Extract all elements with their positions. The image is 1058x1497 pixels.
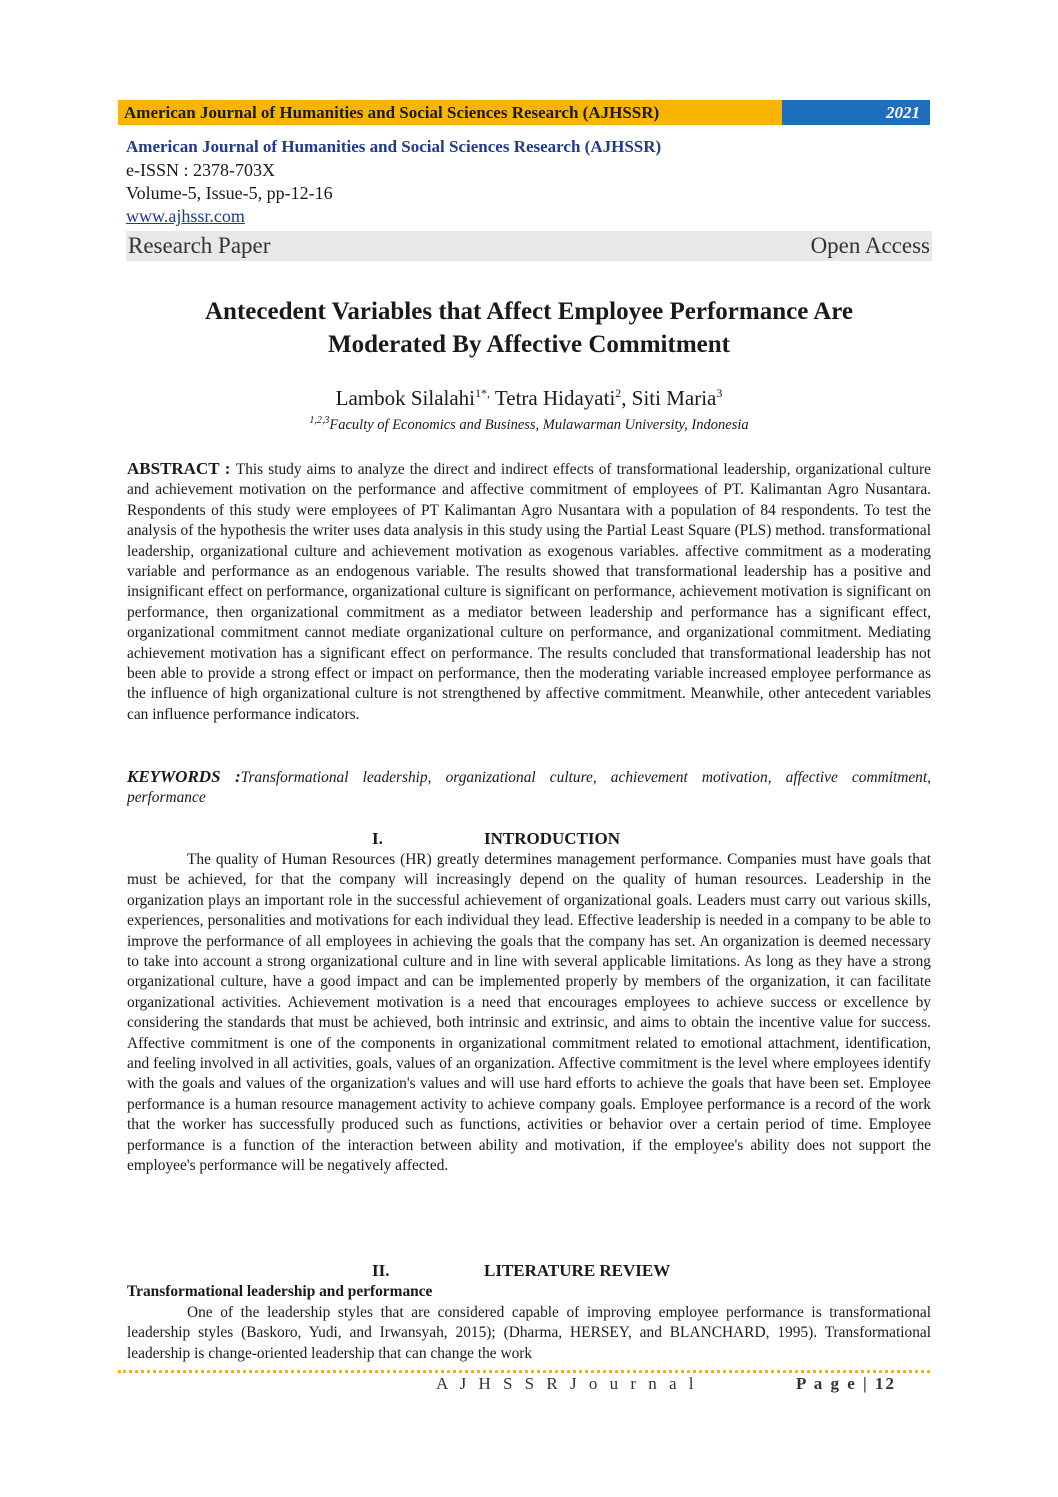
journal-header-band xyxy=(118,100,930,125)
header-journal-name: American Journal of Humanities and Social Sciences Research (AJHSSR) xyxy=(118,100,782,125)
author-1-sup: 1*, xyxy=(475,386,491,400)
author-3-sup: 3 xyxy=(716,386,723,400)
paper-type: Research Paper xyxy=(128,233,271,258)
author-2-sup: 2 xyxy=(615,386,622,400)
author-list xyxy=(130,380,928,411)
title-line-1: Antecedent Variables that Affect Employee Performance Are xyxy=(205,298,853,325)
keywords xyxy=(127,767,931,809)
section-number: II. xyxy=(372,1261,390,1280)
footer-page-number: P a g e | 12 xyxy=(796,1374,896,1393)
section-title: INTRODUCTION xyxy=(484,829,621,848)
author-3: , Siti Maria xyxy=(621,386,717,410)
header-year: 2021 xyxy=(782,100,930,125)
journal-website-link[interactable]: www.ajhssr.com xyxy=(126,206,245,226)
keywords-text: Transformational leadership, organizational culture, achievement motivation, affective commitment, performance xyxy=(127,769,932,807)
paper-type-bar xyxy=(126,231,932,261)
footer-rule xyxy=(118,1370,930,1373)
paper-title xyxy=(130,295,928,361)
abstract-text: This study aims to analyze the direct and indirect effects of transformational leadership, organizational culture and achievement motivation on the performance and affective commitment of employees of PT. Kalimantan Agro Nusantara. Respondents of this study were employees of PT Kalimantan Agro Nusantara with a population of 84 respondents. To test the analysis of the hypothesis the writer uses data analysis in this study using the Partial Least Square (PLS) method. transformational leadership, organizational culture and achievement motivation as exogenous variables. affective commitment as a moderating variable and performance as an endogenous variable. The results showed that transformational leadership has a positive and insignificant effect on performance, organizational culture is significant on performance, achievement motivation is significant on performance, then organizational commitment as a mediator between leadership and performance has a significant effect, organizational commitment cannot mediate organizational culture on performance, and organizational commitment. Mediating achievement motivation has a significant effect on performance. The results concluded that transformational leadership has not been able to provide a strong effect or impact on performance, then the moderating variable increased employee performance as the influence of high organizational culture is not strengthened by affective commitment. Meanwhile, other antecedent variables can influence performance indicators. xyxy=(127,461,931,723)
affiliation xyxy=(130,411,928,435)
affiliation-text: Faculty of Economics and Business, Mulawarman University, Indonesia xyxy=(329,416,749,433)
access-type: Open Access xyxy=(810,233,930,258)
subsection-heading: Transformational leadership and performance xyxy=(127,1283,433,1300)
author-2: Tetra Hidayati xyxy=(490,386,616,410)
affiliation-sup: 1,2,3 xyxy=(309,415,330,426)
abstract xyxy=(127,459,931,725)
journal-issn: e-ISSN : 2378-703X xyxy=(126,160,275,180)
title-line-2: Moderated By Affective Commitment xyxy=(328,331,730,358)
literature-paragraph: One of the leadership styles that are considered capable of improving employee performance is transformational leadership styles (Baskoro, Yudi, and Irwansyah, 2015); (Dharma, HERSEY, and BLANCHARD, 1995). Transformational leadership is change-oriented leadership that can change the work xyxy=(127,1304,931,1362)
author-1: Lambok Silalahi xyxy=(335,386,476,410)
footer-journal: A J H S S R J o u r n a l xyxy=(436,1374,698,1393)
journal-name: American Journal of Humanities and Social Sciences Research (AJHSSR) xyxy=(126,137,662,156)
keywords-label: KEYWORDS : xyxy=(127,767,241,786)
introduction-paragraph: The quality of Human Resources (HR) greatly determines management performance. Companies must have goals that must be achieved, for that the company will increasingly depend on the quality of human resources. Leadership in the organization plays an important role in the successful achievement of organizational goals. Leaders must carry out various skills, experiences, personalities and motivations for each individual they lead. Effective leadership is needed in a company to be able to improve the performance of all employees in achieving the goals that the company has set. An organization is deemed necessary to take into account a strong organizational culture and in line with several applicable limitations. As long as they have a strong organizational culture, have a good impact and can be implemented properly by members of the organization, it can facilitate organizational activities. Achievement motivation is a need that encourages employees to achieve success or excellence by considering the standards that must be achieved, both intrinsic and extrinsic, and aims to obtain the incentive value for success. Affective commitment is one of the components in organizational commitment related to emotional attachment, identification, and feeling involved in all activities, goals, values of an organization. Affective commitment is the level where employees identify with the goals and values of the organization's values and will use hard efforts to achieve the goals that have been set. Employee performance is a human resource management activity to achieve company goals. Employee performance is a record of the work that the worker has successfully produced such as functions, activities or behavior over a certain period of time. Employee performance is a function of the interaction between ability and motivation, if the employee's ability does not support the employee's performance will be negatively affected. xyxy=(127,851,931,1175)
journal-volume: Volume-5, Issue-5, pp-12-16 xyxy=(126,183,333,203)
abstract-label: ABSTRACT : xyxy=(127,459,236,478)
journal-info xyxy=(126,135,932,228)
section-number: I. xyxy=(372,829,383,848)
section-title: LITERATURE REVIEW xyxy=(484,1261,671,1280)
